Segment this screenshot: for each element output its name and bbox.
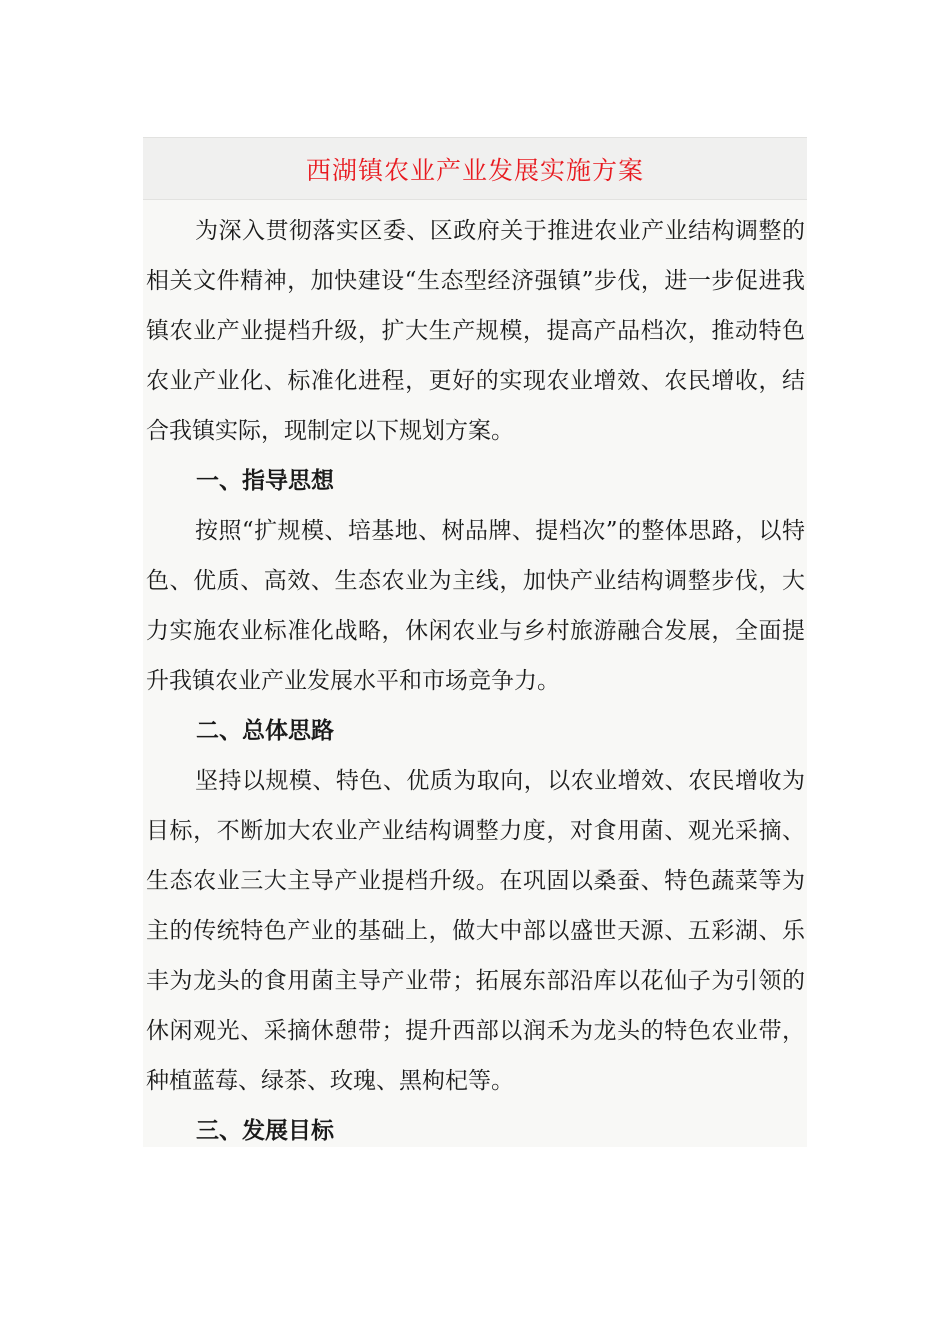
section-paragraph-guiding-ideology: 按照“扩规模、培基地、树品牌、提档次”的整体思路，以特色、优质、高效、生态农业为主线，加快产业结构调整步伐，大力实施农业标准化战略，休闲农业与乡村旅游融合发展，全面提升我镇农业产业发展水平和市场竞争力。	[146, 518, 805, 694]
section-heading-overall-approach: 二、总体思路	[196, 718, 334, 744]
document-page	[143, 137, 807, 1147]
section-paragraph-overall-approach: 坚持以规模、特色、优质为取向，以农业增效、农民增收为目标，不断加大农业产业结构调整力度，对食用菌、观光采摘、生态农业三大主导产业提档升级。在巩固以桑蚕、特色蔬菜等为主的传统特色产业的基础上，做大中部以盛世天源、五彩湖、乐丰为龙头的食用菌主导产业带；拓展东部沿库以花仙子为引领的休闲观光、采摘休憩带；提升西部以润禾为龙头的特色农业带，种植蓝莓、绿茶、玫瑰、黑枸杞等。	[146, 768, 805, 1094]
title-bar	[143, 137, 807, 200]
document-title: 西湖镇农业产业发展实施方案	[305, 155, 644, 185]
document-body	[143, 200, 807, 1156]
section-heading-development-goals: 三、发展目标	[196, 1118, 334, 1144]
section-heading-guiding-ideology: 一、指导思想	[196, 468, 334, 494]
intro-paragraph: 为深入贯彻落实区委、区政府关于推进农业产业结构调整的相关文件精神，加快建设“生态型经济强镇”步伐，进一步促进我镇农业产业提档升级，扩大生产规模，提高产品档次，推动特色农业产业化、标准化进程，更好的实现农业增效、农民增收，结合我镇实际，现制定以下规划方案。	[146, 218, 805, 444]
